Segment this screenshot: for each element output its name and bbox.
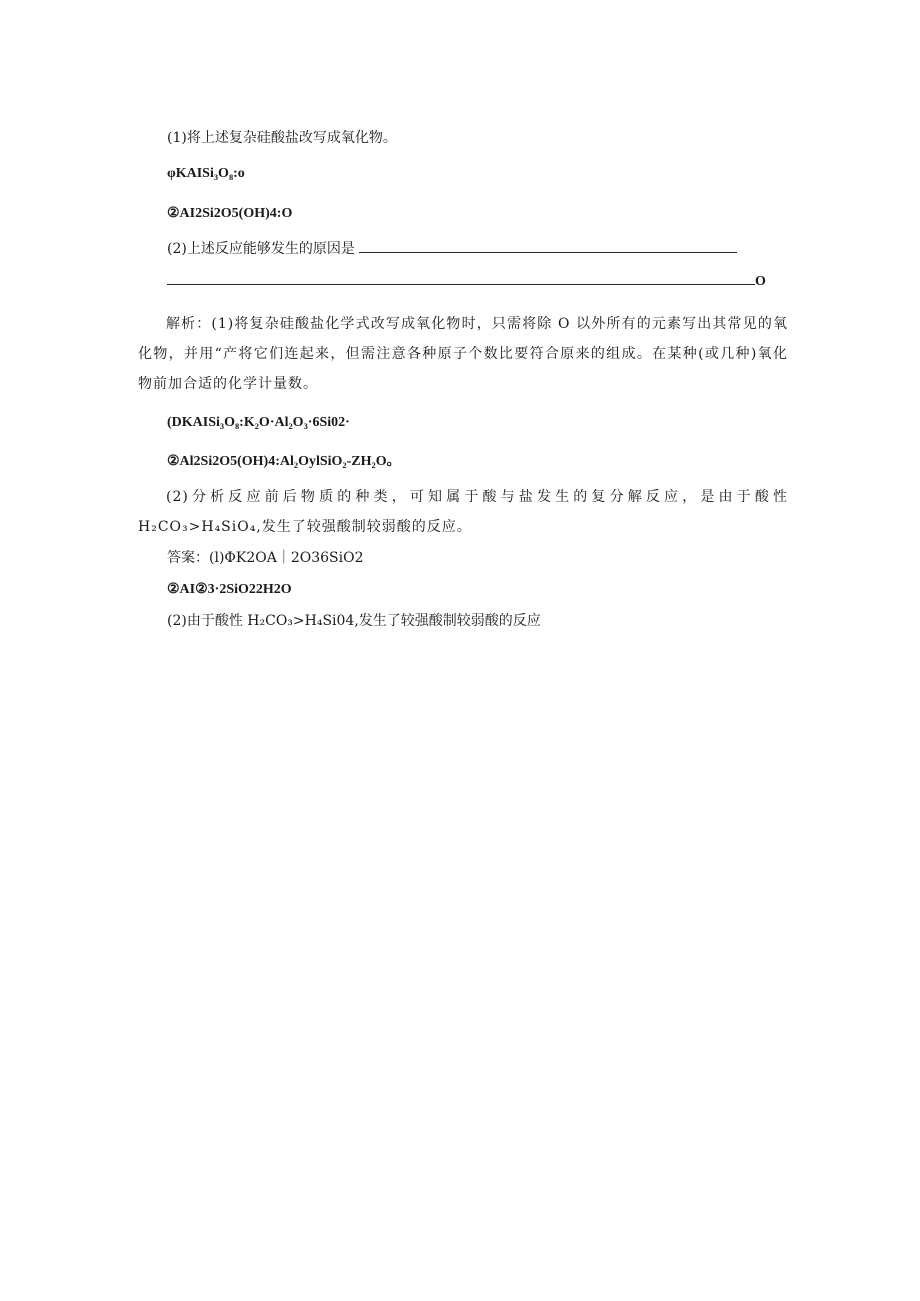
answer-line-2: ②AI②3·2SiO22H2O — [167, 582, 292, 597]
analysis-paragraph-2: (2)分析反应前后物质的种类，可知属于酸与盐发生的复分解反应，是由于酸性H₂CO₃>H₄SiO₄,发生了较强酸制较弱酸的反应。 — [138, 489, 788, 535]
question-2-continuation: O — [167, 270, 766, 292]
answer-blank-line — [359, 238, 737, 253]
question-2-prompt: (2)上述反应能够发生的原因是 — [167, 238, 737, 259]
analysis-paragraph-1: 解析：(1)将复杂硅酸盐化学式改写成氧化物时，只需将除 O 以外所有的元素写出其常见的氧化物，并用“产将它们连起来，但需注意各种原子个数比要符合原来的组成。在某种(或几种)氧化物前加合适的化学计量数。 — [138, 316, 788, 392]
answer-blank-line-long — [167, 270, 755, 285]
question-1-prompt: (1)将上述复杂硅酸盐改写成氧化物。 — [167, 130, 397, 146]
analysis-formula-b: ②Al2Si2O5(OH)4:Al₂OylSiO₂-ZH₂O。 — [167, 454, 401, 469]
question-1-item-1: φKAISi₃O₈:o — [167, 166, 245, 181]
answer-line-1: 答案：(l)ΦK2OA｜2O36SiO2 — [167, 550, 364, 566]
answer-line-3: (2)由于酸性 H₂CO₃>H₄Si04,发生了较强酸制较弱酸的反应 — [167, 613, 541, 629]
analysis-formula-a: (DKAISi₃O₈:K₂O·Al₂O₃·6Si02· — [167, 415, 350, 430]
question-1-item-2: ②AI2Si2O5(OH)4:O — [167, 206, 293, 221]
